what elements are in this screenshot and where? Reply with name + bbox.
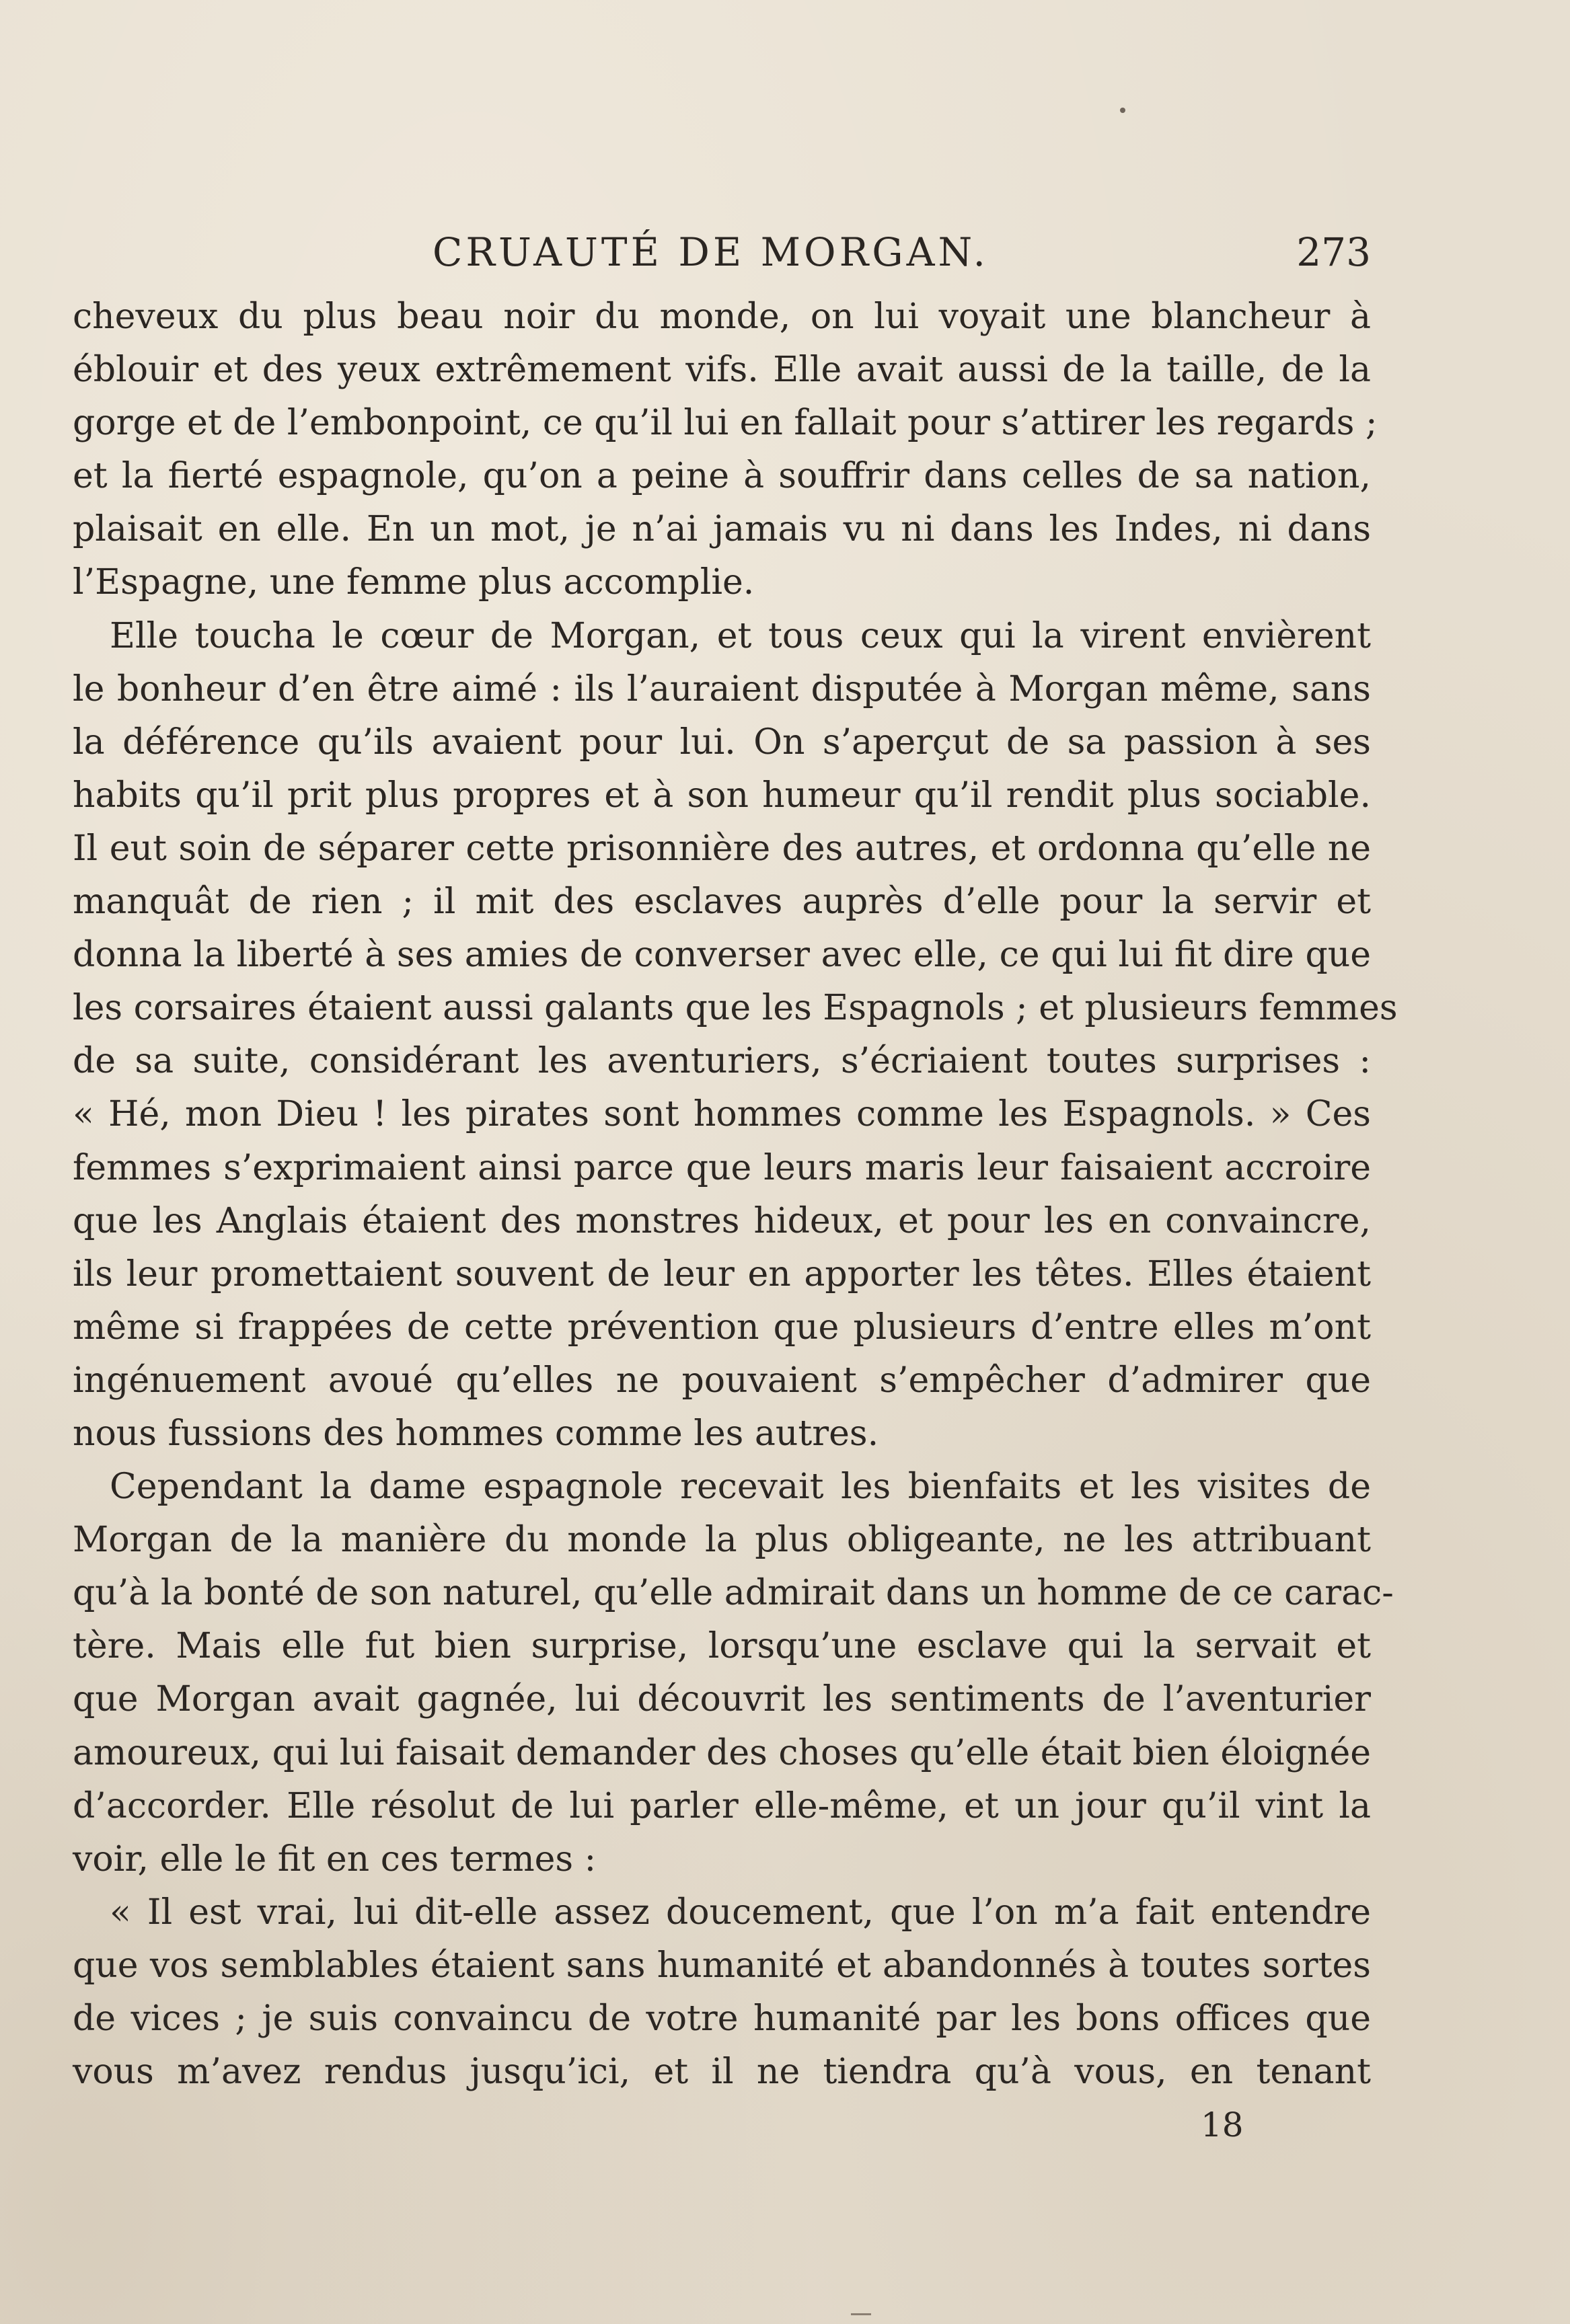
- text-line: amoureux, qui lui faisait demander des choses qu’elle était bien éloignée: [73, 1732, 1371, 1773]
- page-number: 273: [1296, 229, 1371, 275]
- text-line: et la fierté espagnole, qu’on a peine à souffrir dans celles de sa nation,: [73, 456, 1371, 497]
- signature-mark: 18: [1201, 2105, 1244, 2144]
- text-line: « Il est vrai, lui dit-elle assez doucement, que l’on m’a fait entendre: [110, 1892, 1371, 1933]
- text-line: les corsaires étaient aussi galants que les Espagnols ; et plusieurs femmes: [73, 988, 1398, 1029]
- text-line: vous m’avez rendus jusqu’ici, et il ne tiendra qu’à vous, en tenant: [73, 2052, 1371, 2093]
- text-line: voir, elle le fit en ces termes :: [73, 1838, 597, 1880]
- text-line: tère. Mais elle fut bien surprise, lorsqu’une esclave qui la servait et: [73, 1626, 1371, 1667]
- text-line: l’Espagne, une femme plus accomplie.: [73, 562, 755, 603]
- text-line: ingénuement avoué qu’elles ne pouvaient s’empêcher d’admirer que: [73, 1360, 1371, 1401]
- text-line: la déférence qu’ils avaient pour lui. On s’aperçut de sa passion à ses: [73, 722, 1371, 763]
- paragraph-4: [73, 1886, 1371, 2099]
- text-line: donna la liberté à ses amies de converser avec elle, ce qui lui fit dire que: [73, 935, 1371, 976]
- text-line: Il eut soin de séparer cette prisonnière des autres, et ordonna qu’elle ne: [73, 828, 1371, 869]
- text-line: manquât de rien ; il mit des esclaves auprès d’elle pour la servir et: [73, 882, 1371, 923]
- ink-speck: [1120, 108, 1125, 113]
- text-line: le bonheur d’en être aimé : ils l’auraient disputée à Morgan même, sans: [73, 668, 1371, 709]
- text-line: « Hé, mon Dieu ! les pirates sont hommes comme les Espagnols. » Ces: [73, 1094, 1371, 1135]
- text-line: Cependant la dame espagnole recevait les bienfaits et les visites de: [110, 1467, 1371, 1508]
- paragraph-1: [73, 290, 1378, 610]
- text-line: qu’à la bonté de son naturel, qu’elle admirait dans un homme de ce carac-: [73, 1573, 1394, 1614]
- running-title: CRUAUTÉ DE MORGAN.: [433, 229, 989, 275]
- text-line: que Morgan avait gagnée, lui découvrit les sentiments de l’aventurier: [73, 1679, 1371, 1720]
- page-header: [73, 225, 1371, 279]
- text-line: même si frappées de cette prévention que plusieurs d’entre elles m’ont: [73, 1307, 1371, 1348]
- paragraph-3: [73, 1461, 1394, 1886]
- text-line: nous fussions des hommes comme les autres.: [73, 1413, 879, 1454]
- text-line: éblouir et des yeux extrêmement vifs. Elle avait aussi de la taille, de la: [73, 350, 1371, 391]
- body-text: [73, 290, 1398, 2120]
- text-line: d’accorder. Elle résolut de lui parler elle-même, et un jour qu’il vint la: [73, 1785, 1371, 1826]
- text-line: de vices ; je suis convaincu de votre humanité par les bons offices que: [73, 1999, 1371, 2039]
- text-line: ils leur promettaient souvent de leur en apporter les têtes. Elles étaient: [73, 1253, 1371, 1294]
- text-line: femmes s’exprimaient ainsi parce que leurs maris leur faisaient accroire: [73, 1147, 1371, 1188]
- bottom-mark: [851, 2313, 871, 2315]
- text-line: plaisait en elle. En un mot, je n’ai jamais vu ni dans les Indes, ni dans: [73, 509, 1371, 550]
- text-line: que les Anglais étaient des monstres hideux, et pour les en convaincre,: [73, 1200, 1371, 1241]
- text-line: de sa suite, considérant les aventuriers, s’écriaient toutes surprises :: [73, 1041, 1371, 1082]
- text-line: habits qu’il prit plus propres et à son humeur qu’il rendit plus sociable.: [73, 775, 1371, 816]
- text-line: que vos semblables étaient sans humanité et abandonnés à toutes sortes: [73, 1945, 1371, 1986]
- paragraph-2: [73, 610, 1398, 1461]
- text-line: gorge et de l’embonpoint, ce qu’il lui en fallait pour s’attirer les regards ;: [73, 403, 1378, 444]
- text-line: Morgan de la manière du monde la plus obligeante, ne les attribuant: [73, 1520, 1371, 1561]
- text-line: cheveux du plus beau noir du monde, on lui voyait une blancheur à: [73, 297, 1371, 337]
- text-line: Elle toucha le cœur de Morgan, et tous ceux qui la virent envièrent: [110, 615, 1371, 656]
